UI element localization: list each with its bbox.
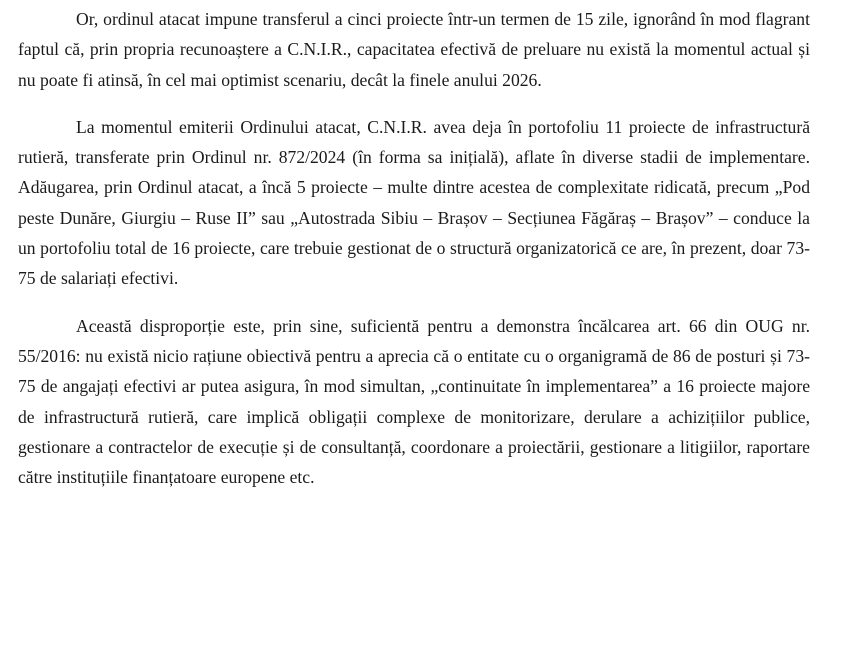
paragraph-1: Or, ordinul atacat impune transferul a cinci proiecte într-un termen de 15 zile, ignorând în mod flagrant faptul că, prin propria recunoaștere a C.N.I.R., capacitatea efectivă de preluare nu există la momentul actual și nu poate fi atinsă, în cel mai optimist scenariu, decât la finele anului 2026.: [18, 9, 810, 90]
paragraph-2: La momentul emiterii Ordinului atacat, C.N.I.R. avea deja în portofoliu 11 proiecte de infrastructură rutieră, transferate prin Ordinul nr. 872/2024 (în forma sa inițială), aflate în diverse stadii de implementare. Adăugarea, prin Ordinul atacat, a încă 5 proiecte – multe dintre acestea de complexitate ridicată, precum „Pod peste Dunăre, Giurgiu – Ruse II” sau „Autostrada Sibiu – Brașov – Secțiunea Făgăraș – Brașov” – conduce la un portofoliu total de 16 proiecte, care trebuie gestionat de o structură organizatorică ce are, în prezent, doar 73-75 de salariați efectivi.: [18, 116, 810, 289]
document-body: [18, 4, 810, 509]
paragraph-3: Această disproporție este, prin sine, suficientă pentru a demonstra încălcarea art. 66 din OUG nr. 55/2016: nu există nicio rațiune obiectivă pentru a aprecia că o entitate cu o organigramă de 86 de posturi și 73-75 de angajați efectivi ar putea asigura, în mod simultan, „continuitate în implementarea” a 16 proiecte majore de infrastructură rutieră, care implică obligații complexe de monitorizare, derulare a achizițiilor publice, gestionare a contractelor de execuție și de consultanță, coordonare a proiectării, gestionare a litigiilor, raportare către instituțiile finanțatoare europene etc.: [18, 315, 810, 488]
